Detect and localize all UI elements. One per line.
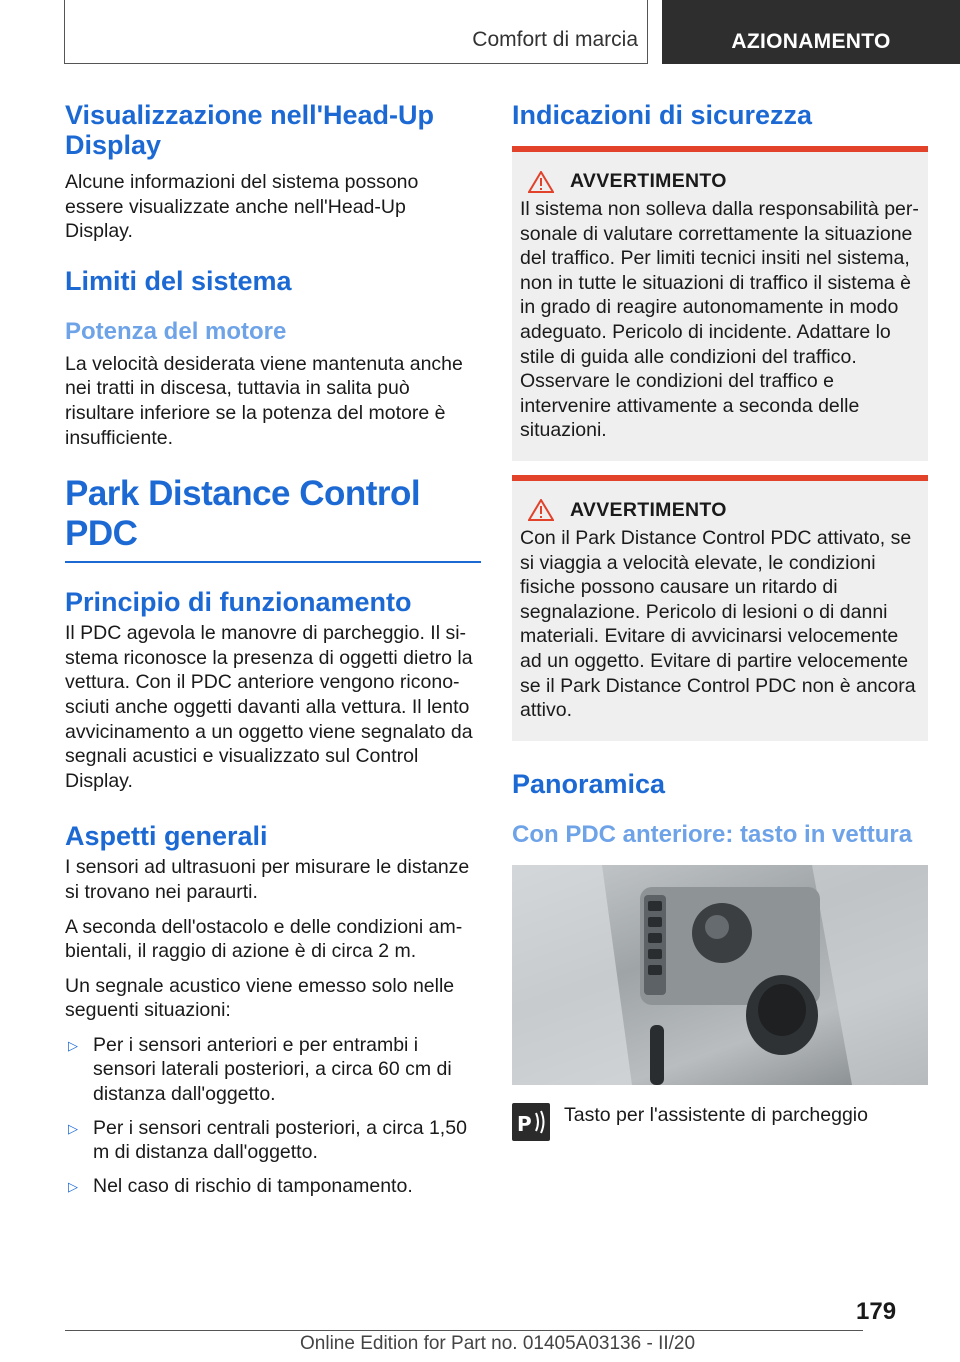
general-p1: I sensori ad ultrasuoni per misurare le distanze si trovano nei paraurti. — [65, 856, 470, 903]
pdc-title: Park Distance Control PDC — [65, 474, 421, 554]
list-item: ▷ Nel caso di rischio di tamponamento. — [65, 1174, 477, 1199]
engine-power-heading: Potenza del motore — [65, 317, 287, 345]
warning-triangle-icon — [528, 171, 554, 193]
left-column — [65, 100, 477, 1207]
photo-caption — [512, 1103, 928, 1141]
front-pdc-heading: Con PDC anteriore: tasto in vettura — [512, 820, 913, 848]
right-column — [512, 100, 928, 1141]
list-item: ▷ Per i sensori anteriori e per entrambi i sensori laterali posteriori, a circa 60 cm di distanza dall'oggetto. — [68, 1033, 452, 1106]
chapter-tab[interactable]: AZIONAMENTO — [662, 0, 960, 64]
warning-title: AVVERTIMENTO — [528, 170, 920, 193]
limits-heading: Limiti del sistema — [65, 265, 292, 296]
list-item: ▷ Per i sensori centrali posteriori, a circa 1,50 m di distanza dall'oggetto. — [68, 1116, 467, 1164]
overview-heading: Panoramica — [512, 768, 666, 799]
footer-rule — [65, 1330, 863, 1331]
warning-box — [512, 146, 928, 461]
warning-text: Con il Park Distance Control PDC attivato, se si viaggia a velocità elevate, le condizioni fisiche possono causare un ritardo di segnalazione. Pericolo di lesioni o di danni materiali. Evitare di avvicinarsi velocemente ad un oggetto. Evitare di partire velocemente se il Park Distance Control PDC non è ancora attivo. — [520, 526, 916, 722]
engine-power-text: La velocità desiderata viene mantenuta anche nei tratti in discesa, tuttavia in salita può risultare inferiore se la potenza del motore è insufficiente. — [65, 352, 463, 449]
pdc-title-rule — [65, 561, 481, 563]
triangle-right-icon: ▷ — [68, 1120, 78, 1136]
signal-situations-list — [65, 1033, 477, 1199]
center-console-illustration — [512, 865, 928, 1085]
caption-text: Tasto per l'assistente di parcheggio — [564, 1103, 868, 1126]
warning-triangle-icon — [528, 499, 554, 521]
safety-heading: Indicazioni di sicurezza — [512, 100, 813, 130]
general-heading: Aspetti generali — [65, 821, 268, 852]
page-number: 179 — [856, 1298, 897, 1325]
triangle-right-icon: ▷ — [68, 1178, 78, 1194]
svg-text:P: P — [517, 1111, 532, 1136]
triangle-right-icon: ▷ — [68, 1037, 78, 1053]
footer-edition: Online Edition for Part no. 01405A03136 - II/20 — [300, 1333, 696, 1354]
center-console-photo — [512, 865, 928, 1085]
principle-heading: Principio di funzionamento — [65, 587, 412, 618]
principle-text: Il PDC agevola le manovre di parcheggio. Il sistema riconosce la presenza di oggetti dietro la vettura. Con il PDC anteriore vengono riconosciuti anche oggetti davanti alla vettura. Il lento avvicinamento a un oggetto viene segnalato da segnali acustici e visualizzato sul Control Display. — [65, 622, 473, 792]
general-p2: A seconda dell'ostacolo e delle condizioni ambientali, il raggio di azione è di circa 2 m. — [65, 915, 463, 963]
warning-box — [512, 475, 928, 741]
hud-text: Alcune informazioni del sistema possono essere visualizzate anche nell'Head-Up Display. — [65, 171, 419, 243]
warning-text: Il sistema non solleva dalla responsabilità personale di valutare correttamente la situazione del traffico. Per limiti tecnici insiti nel sistema, non in tutte le situazioni di traffico il sistema è in grado di reagire autonomamente in modo adeguato. Pericolo di incidente. Adattare lo stile di guida alle condizioni del traffico. Osservare le condizioni del traffico e intervenire attivamente a seconda delle situazioni. — [520, 198, 919, 442]
hud-heading: Visualizzazione nell'Head-Up Display — [65, 100, 435, 160]
warning-title: AVVERTIMENTO — [528, 499, 920, 522]
general-p3: Un segnale acustico viene emesso solo nelle seguenti situazioni: — [65, 974, 455, 1022]
park-distance-control-icon[interactable] — [512, 1103, 550, 1141]
header-section-title: Comfort di marcia — [472, 28, 638, 51]
